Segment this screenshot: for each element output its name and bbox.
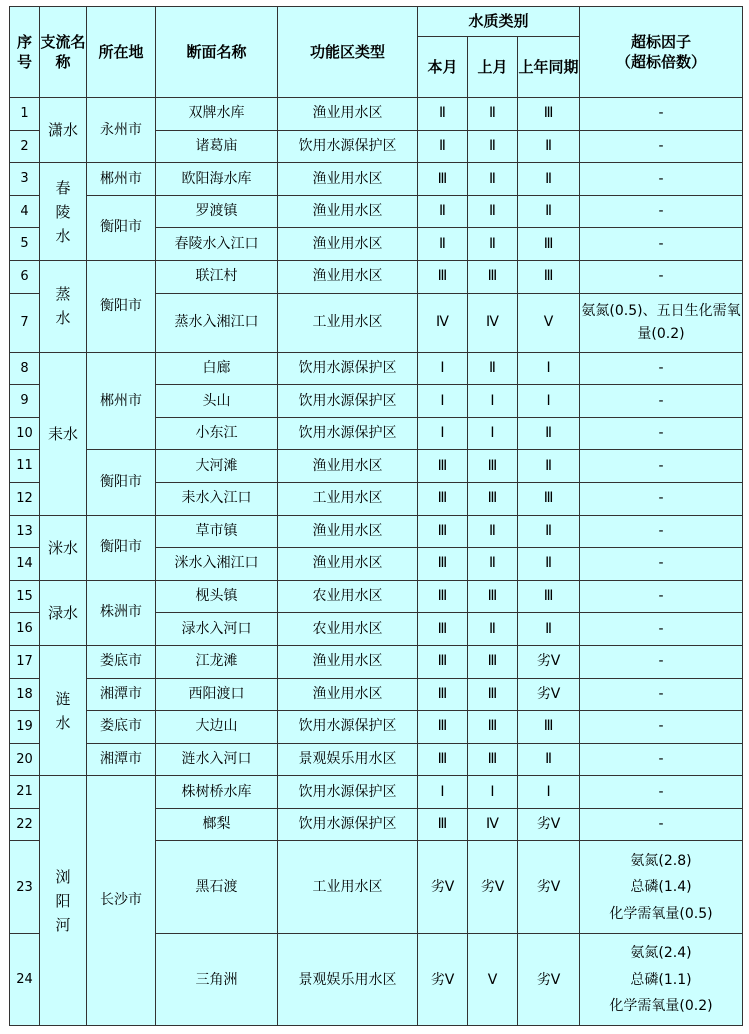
grade-current: Ⅲ <box>418 260 468 293</box>
header-branch: 支流名称 <box>40 7 87 98</box>
exceed-cell: - <box>580 163 743 196</box>
location-cell: 永州市 <box>87 98 156 163</box>
exceed-cell: - <box>580 417 743 450</box>
function-cell: 景观娱乐用水区 <box>278 743 418 776</box>
section-cell: 大河滩 <box>156 450 278 483</box>
grade-last-month: Ⅱ <box>468 352 518 385</box>
function-cell: 渔业用水区 <box>278 515 418 548</box>
function-cell: 渔业用水区 <box>278 98 418 131</box>
function-cell: 饮用水源保护区 <box>278 711 418 744</box>
section-cell: 涟水入河口 <box>156 743 278 776</box>
grade-last-month: Ⅱ <box>468 228 518 261</box>
section-cell: 欧阳海水库 <box>156 163 278 196</box>
function-cell: 农业用水区 <box>278 613 418 646</box>
row-no: 16 <box>10 613 40 646</box>
section-cell: 头山 <box>156 385 278 418</box>
section-cell: 耒水入江口 <box>156 482 278 515</box>
row-no: 14 <box>10 548 40 581</box>
function-cell: 工业用水区 <box>278 482 418 515</box>
grade-last-month: Ⅲ <box>468 743 518 776</box>
row-no: 13 <box>10 515 40 548</box>
location-cell: 郴州市 <box>87 352 156 450</box>
function-cell: 景观娱乐用水区 <box>278 934 418 1026</box>
section-cell: 罗渡镇 <box>156 195 278 228</box>
grade-last-month: Ⅳ <box>468 808 518 841</box>
row-no: 21 <box>10 776 40 809</box>
grade-current: Ⅲ <box>418 515 468 548</box>
function-cell: 渔业用水区 <box>278 548 418 581</box>
table-row <box>10 352 743 385</box>
exceed-cell: - <box>580 98 743 131</box>
exceed-cell: - <box>580 195 743 228</box>
row-no: 20 <box>10 743 40 776</box>
row-no: 7 <box>10 293 40 352</box>
function-cell: 渔业用水区 <box>278 645 418 678</box>
location-cell: 娄底市 <box>87 711 156 744</box>
table-row <box>10 195 743 228</box>
grade-last-year: Ⅲ <box>518 482 580 515</box>
exceed-line: 化学需氧量(0.2) <box>609 998 713 1015</box>
grade-last-month: Ⅱ <box>468 195 518 228</box>
function-cell: 渔业用水区 <box>278 163 418 196</box>
section-cell: 枧头镇 <box>156 580 278 613</box>
branch-cell: 耒水 <box>40 352 87 515</box>
grade-last-year: Ⅱ <box>518 613 580 646</box>
exceed-cell: - <box>580 228 743 261</box>
branch-cell <box>40 260 87 352</box>
grade-current: Ⅲ <box>418 743 468 776</box>
location-cell: 娄底市 <box>87 645 156 678</box>
location-cell: 湘潭市 <box>87 743 156 776</box>
section-cell: 黑石渡 <box>156 841 278 934</box>
grade-last-year: Ⅱ <box>518 163 580 196</box>
header-exceed <box>580 7 743 98</box>
exceed-line: 氨氮(2.4) <box>630 945 692 962</box>
row-no: 18 <box>10 678 40 711</box>
table-row <box>10 260 743 293</box>
exceed-cell: - <box>580 776 743 809</box>
function-cell: 工业用水区 <box>278 293 418 352</box>
row-no: 19 <box>10 711 40 744</box>
location-cell: 株洲市 <box>87 580 156 645</box>
location-cell: 衡阳市 <box>87 450 156 515</box>
exceed-cell <box>580 841 743 934</box>
grade-last-year: 劣Ⅴ <box>518 841 580 934</box>
branch-cell <box>40 776 87 1026</box>
row-no: 10 <box>10 417 40 450</box>
section-cell: 诸葛庙 <box>156 130 278 163</box>
row-no: 2 <box>10 130 40 163</box>
grade-last-month: Ⅲ <box>468 450 518 483</box>
grade-last-year: Ⅲ <box>518 711 580 744</box>
function-cell: 工业用水区 <box>278 841 418 934</box>
grade-last-month: Ⅱ <box>468 163 518 196</box>
grade-last-year: 劣Ⅴ <box>518 678 580 711</box>
exceed-cell: - <box>580 385 743 418</box>
grade-last-year: Ⅰ <box>518 352 580 385</box>
section-cell: 联江村 <box>156 260 278 293</box>
branch-cell: 潇水 <box>40 98 87 163</box>
exceed-cell: - <box>580 645 743 678</box>
exceed-cell: - <box>580 808 743 841</box>
exceed-line: 总磷(1.1) <box>630 971 692 988</box>
branch-label: 浏阳河 <box>55 867 71 934</box>
grade-last-month: Ⅱ <box>468 98 518 131</box>
grade-current: Ⅰ <box>418 776 468 809</box>
grade-current: Ⅰ <box>418 352 468 385</box>
exceed-cell: - <box>580 482 743 515</box>
row-no: 4 <box>10 195 40 228</box>
grade-last-year: Ⅲ <box>518 580 580 613</box>
location-cell: 长沙市 <box>87 776 156 1026</box>
grade-last-year: 劣Ⅴ <box>518 645 580 678</box>
exceed-cell: - <box>580 678 743 711</box>
header-last-year: 上年同期 <box>518 37 580 98</box>
grade-current: Ⅱ <box>418 98 468 131</box>
row-no: 9 <box>10 385 40 418</box>
grade-current: Ⅲ <box>418 678 468 711</box>
section-cell: 春陵水入江口 <box>156 228 278 261</box>
function-cell: 饮用水源保护区 <box>278 130 418 163</box>
grade-last-year: Ⅰ <box>518 385 580 418</box>
grade-last-month: Ⅱ <box>468 130 518 163</box>
branch-label: 春陵水 <box>55 178 71 245</box>
grade-last-year: 劣Ⅴ <box>518 934 580 1026</box>
grade-last-month: Ⅱ <box>468 548 518 581</box>
grade-current: Ⅱ <box>418 228 468 261</box>
header-row <box>10 7 743 37</box>
location-cell: 衡阳市 <box>87 195 156 260</box>
row-no: 6 <box>10 260 40 293</box>
grade-last-month: Ⅲ <box>468 580 518 613</box>
exceed-line: 总磷(1.4) <box>630 879 692 896</box>
section-cell: 三角洲 <box>156 934 278 1026</box>
location-cell: 衡阳市 <box>87 260 156 352</box>
grade-last-month: Ⅲ <box>468 482 518 515</box>
grade-last-year: Ⅲ <box>518 98 580 131</box>
grade-last-month: Ⅳ <box>468 293 518 352</box>
grade-last-year: Ⅱ <box>518 130 580 163</box>
header-location: 所在地 <box>87 7 156 98</box>
grade-last-month: Ⅲ <box>468 711 518 744</box>
grade-current: Ⅲ <box>418 450 468 483</box>
grade-last-year: Ⅴ <box>518 293 580 352</box>
row-no: 24 <box>10 934 40 1026</box>
exceed-cell: - <box>580 515 743 548</box>
section-cell: 大边山 <box>156 711 278 744</box>
row-no: 5 <box>10 228 40 261</box>
grade-current: Ⅰ <box>418 417 468 450</box>
section-cell: 江龙滩 <box>156 645 278 678</box>
table-row <box>10 515 743 548</box>
function-cell: 渔业用水区 <box>278 195 418 228</box>
exceed-cell <box>580 934 743 1026</box>
location-cell: 湘潭市 <box>87 678 156 711</box>
function-cell: 渔业用水区 <box>278 450 418 483</box>
exceed-cell: - <box>580 130 743 163</box>
section-cell: 洣水入湘江口 <box>156 548 278 581</box>
row-no: 8 <box>10 352 40 385</box>
exceed-cell: - <box>580 548 743 581</box>
section-cell: 西阳渡口 <box>156 678 278 711</box>
table-row <box>10 450 743 483</box>
grade-last-month: Ⅱ <box>468 515 518 548</box>
grade-current: Ⅱ <box>418 130 468 163</box>
branch-cell: 洣水 <box>40 515 87 580</box>
grade-last-year: Ⅲ <box>518 260 580 293</box>
grade-last-year: Ⅱ <box>518 450 580 483</box>
table-row <box>10 711 743 744</box>
location-cell: 衡阳市 <box>87 515 156 580</box>
grade-current: 劣Ⅴ <box>418 841 468 934</box>
grade-current: Ⅲ <box>418 163 468 196</box>
exceed-cell: - <box>580 711 743 744</box>
branch-cell <box>40 163 87 261</box>
grade-last-month: Ⅲ <box>468 678 518 711</box>
row-no: 1 <box>10 98 40 131</box>
row-no: 3 <box>10 163 40 196</box>
exceed-cell: 氨氮(0.5)、五日生化需氧量(0.2) <box>580 293 743 352</box>
header-this-month: 本月 <box>418 37 468 98</box>
exceed-cell: - <box>580 450 743 483</box>
grade-last-month: Ⅰ <box>468 417 518 450</box>
branch-cell <box>40 645 87 775</box>
row-no: 12 <box>10 482 40 515</box>
exceed-cell: - <box>580 613 743 646</box>
grade-current: Ⅲ <box>418 645 468 678</box>
grade-current: Ⅲ <box>418 711 468 744</box>
exceed-line: 氨氮(2.8) <box>630 852 692 869</box>
section-cell: 小东江 <box>156 417 278 450</box>
function-cell: 饮用水源保护区 <box>278 776 418 809</box>
exceed-cell: - <box>580 260 743 293</box>
grade-current: Ⅲ <box>418 613 468 646</box>
grade-last-month: 劣Ⅴ <box>468 841 518 934</box>
table-row <box>10 743 743 776</box>
grade-last-month: Ⅲ <box>468 645 518 678</box>
grade-current: Ⅲ <box>418 548 468 581</box>
branch-label: 蒸水 <box>55 285 71 328</box>
section-cell: 渌水入河口 <box>156 613 278 646</box>
row-no: 11 <box>10 450 40 483</box>
grade-last-year: Ⅰ <box>518 776 580 809</box>
grade-last-year: Ⅱ <box>518 195 580 228</box>
water-quality-table <box>9 6 743 1026</box>
header-seq: 序号 <box>10 7 40 98</box>
header-exceed-sub: （超标倍数） <box>616 53 707 71</box>
location-cell: 郴州市 <box>87 163 156 196</box>
grade-current: Ⅰ <box>418 385 468 418</box>
table-row <box>10 678 743 711</box>
header-last-month: 上月 <box>468 37 518 98</box>
header-quality-group: 水质类别 <box>418 7 580 37</box>
table-row <box>10 645 743 678</box>
grade-last-year: 劣Ⅴ <box>518 808 580 841</box>
header-function: 功能区类型 <box>278 7 418 98</box>
grade-current: Ⅲ <box>418 482 468 515</box>
function-cell: 农业用水区 <box>278 580 418 613</box>
grade-current: Ⅱ <box>418 195 468 228</box>
row-no: 17 <box>10 645 40 678</box>
function-cell: 渔业用水区 <box>278 678 418 711</box>
function-cell: 渔业用水区 <box>278 228 418 261</box>
section-cell: 蒸水入湘江口 <box>156 293 278 352</box>
row-no: 15 <box>10 580 40 613</box>
section-cell: 榔梨 <box>156 808 278 841</box>
grade-last-month: Ⅱ <box>468 613 518 646</box>
function-cell: 饮用水源保护区 <box>278 352 418 385</box>
table-row <box>10 580 743 613</box>
branch-label: 涟水 <box>55 689 71 732</box>
header-exceed-title: 超标因子 <box>631 32 692 51</box>
grade-last-year: Ⅱ <box>518 417 580 450</box>
exceed-line: 化学需氧量(0.5) <box>609 905 713 922</box>
table-row <box>10 776 743 809</box>
row-no: 23 <box>10 841 40 934</box>
function-cell: 饮用水源保护区 <box>278 385 418 418</box>
grade-last-year: Ⅲ <box>518 228 580 261</box>
grade-current: Ⅲ <box>418 808 468 841</box>
function-cell: 渔业用水区 <box>278 260 418 293</box>
section-cell: 白廊 <box>156 352 278 385</box>
header-section: 断面名称 <box>156 7 278 98</box>
grade-current: 劣Ⅴ <box>418 934 468 1026</box>
function-cell: 饮用水源保护区 <box>278 808 418 841</box>
exceed-cell: - <box>580 580 743 613</box>
table-row <box>10 163 743 196</box>
section-cell: 株树桥水库 <box>156 776 278 809</box>
grade-current: Ⅳ <box>418 293 468 352</box>
row-no: 22 <box>10 808 40 841</box>
grade-current: Ⅲ <box>418 580 468 613</box>
grade-last-year: Ⅱ <box>518 548 580 581</box>
function-cell: 饮用水源保护区 <box>278 417 418 450</box>
grade-last-month: Ⅰ <box>468 776 518 809</box>
grade-last-month: Ⅰ <box>468 385 518 418</box>
exceed-cell: - <box>580 352 743 385</box>
grade-last-month: Ⅴ <box>468 934 518 1026</box>
section-cell: 双牌水库 <box>156 98 278 131</box>
section-cell: 草市镇 <box>156 515 278 548</box>
grade-last-year: Ⅱ <box>518 743 580 776</box>
table-row <box>10 98 743 131</box>
grade-last-month: Ⅲ <box>468 260 518 293</box>
exceed-cell: - <box>580 743 743 776</box>
branch-cell: 渌水 <box>40 580 87 645</box>
grade-last-year: Ⅱ <box>518 515 580 548</box>
